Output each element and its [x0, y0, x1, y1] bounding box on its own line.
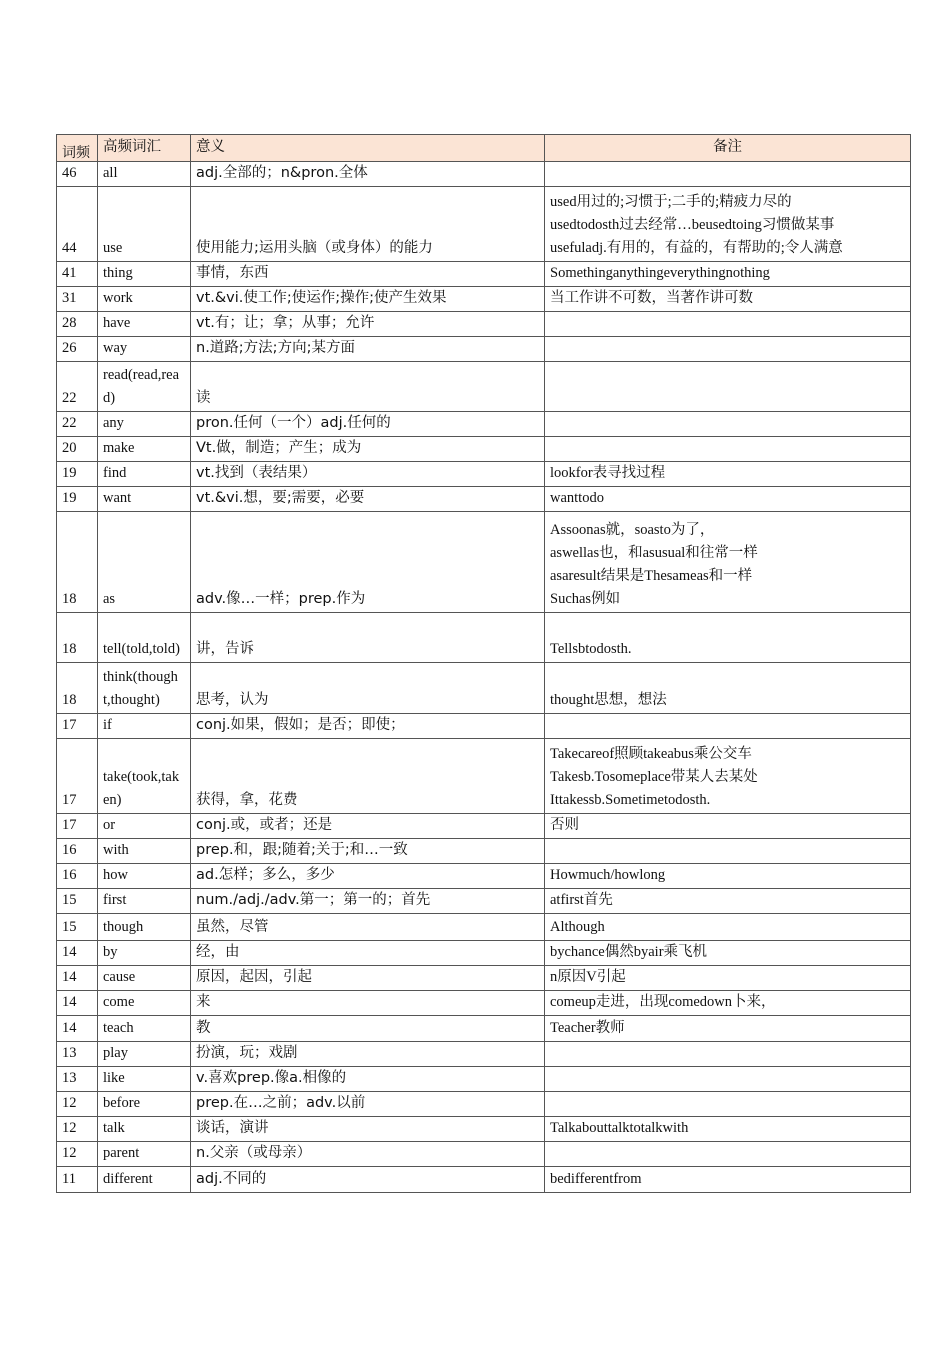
- note-cell: [545, 287, 911, 312]
- frequency-cell: 18: [57, 613, 98, 663]
- meaning-cell: adv.像…一样；prep.作为: [191, 512, 545, 613]
- note-line: Ittakessb.Sometimetodosth.: [550, 792, 711, 808]
- note-cell: [545, 362, 911, 412]
- table-row: [57, 162, 911, 187]
- table-row: [57, 437, 911, 462]
- table-row: [57, 714, 911, 739]
- note-line: asaresult结果是Thesameas和一样: [550, 568, 753, 584]
- note-line: Although: [550, 919, 605, 935]
- meaning-cell: n.父亲（或母亲）: [191, 1142, 545, 1167]
- frequency-cell: 12: [57, 1142, 98, 1167]
- meaning-cell: adj.全部的；n&pron.全体: [191, 162, 545, 187]
- table-row: [57, 914, 911, 941]
- table-row: [57, 663, 911, 714]
- word-cell: or: [98, 814, 191, 839]
- frequency-cell: 18: [57, 512, 98, 613]
- word-cell: take(took,taken): [98, 739, 191, 814]
- meaning-cell: adj.不同的: [191, 1167, 545, 1193]
- note-cell: [545, 889, 911, 914]
- word-cell: if: [98, 714, 191, 739]
- table-row: [57, 187, 911, 262]
- table-row: [57, 889, 911, 914]
- note-line: usefuladj.有用的，有益的，有帮助的;令人满意: [550, 240, 843, 256]
- frequency-cell: 11: [57, 1167, 98, 1193]
- note-cell: [545, 941, 911, 966]
- frequency-cell: 22: [57, 362, 98, 412]
- table-row: [57, 412, 911, 437]
- note-cell: [545, 1016, 911, 1042]
- table-row: [57, 1016, 911, 1042]
- word-cell: first: [98, 889, 191, 914]
- note-cell: [545, 512, 911, 613]
- note-line: 当工作讲不可数，当著作讲可数: [550, 290, 753, 306]
- table-row: [57, 362, 911, 412]
- table-row: [57, 1067, 911, 1092]
- meaning-cell: vt.&vi.想，要;需要，必要: [191, 487, 545, 512]
- note-cell: [545, 991, 911, 1016]
- note-cell: [545, 1117, 911, 1142]
- meaning-cell: 读: [191, 362, 545, 412]
- word-cell: with: [98, 839, 191, 864]
- table-row: [57, 966, 911, 991]
- word-cell: any: [98, 412, 191, 437]
- note-cell: [545, 914, 911, 941]
- frequency-cell: 28: [57, 312, 98, 337]
- meaning-cell: prep.在…之前；adv.以前: [191, 1092, 545, 1117]
- frequency-cell: 12: [57, 1117, 98, 1142]
- note-line: wanttodo: [550, 490, 604, 506]
- table-body: [57, 162, 911, 1193]
- word-cell: find: [98, 462, 191, 487]
- note-cell: [545, 864, 911, 889]
- note-cell: [545, 966, 911, 991]
- table-row: [57, 864, 911, 889]
- table-row: [57, 487, 911, 512]
- frequency-cell: 41: [57, 262, 98, 287]
- note-cell: [545, 839, 911, 864]
- header-frequency: 词频: [57, 135, 98, 162]
- frequency-cell: 18: [57, 663, 98, 714]
- meaning-cell: 事情，东西: [191, 262, 545, 287]
- frequency-cell: 14: [57, 941, 98, 966]
- meaning-cell: 获得，拿，花费: [191, 739, 545, 814]
- note-cell: [545, 739, 911, 814]
- header-note: 备注: [545, 135, 911, 162]
- note-line: Takesb.Tosomeplace带某人去某处: [550, 769, 758, 785]
- frequency-cell: 14: [57, 991, 98, 1016]
- word-cell: tell(told,told): [98, 613, 191, 663]
- note-cell: [545, 437, 911, 462]
- word-cell: different: [98, 1167, 191, 1193]
- frequency-cell: 17: [57, 739, 98, 814]
- meaning-cell: conj.如果，假如；是否；即使；: [191, 714, 545, 739]
- frequency-cell: 22: [57, 412, 98, 437]
- note-line: Takecareof照顾takeabus乘公交车: [550, 746, 752, 762]
- note-line: 否则: [550, 817, 579, 833]
- note-line: atfirst首先: [550, 892, 613, 908]
- meaning-cell: 讲，告诉: [191, 613, 545, 663]
- meaning-cell: 原因，起因，引起: [191, 966, 545, 991]
- table-row: [57, 1042, 911, 1067]
- note-line: used用过的;习惯于;二手的;精疲力尽的: [550, 194, 792, 210]
- note-line: Talkabouttalktotalkwith: [550, 1120, 689, 1136]
- meaning-cell: pron.任何（一个）adj.任何的: [191, 412, 545, 437]
- meaning-cell: Vt.做，制造；产生；成为: [191, 437, 545, 462]
- word-cell: think(thought,thought): [98, 663, 191, 714]
- note-cell: [545, 1067, 911, 1092]
- vocabulary-table: [56, 134, 911, 1193]
- note-cell: [545, 613, 911, 663]
- word-cell: way: [98, 337, 191, 362]
- word-cell: use: [98, 187, 191, 262]
- note-line: bychance偶然byair乘飞机: [550, 944, 708, 960]
- note-cell: [545, 162, 911, 187]
- meaning-cell: vt.有；让；拿；从事；允许: [191, 312, 545, 337]
- word-cell: though: [98, 914, 191, 941]
- note-cell: [545, 1142, 911, 1167]
- word-cell: before: [98, 1092, 191, 1117]
- note-cell: [545, 1167, 911, 1193]
- frequency-cell: 19: [57, 462, 98, 487]
- note-cell: [545, 262, 911, 287]
- note-line: Tellsbtodosth.: [550, 641, 632, 657]
- table-row: [57, 1167, 911, 1193]
- word-cell: talk: [98, 1117, 191, 1142]
- word-cell: make: [98, 437, 191, 462]
- frequency-cell: 17: [57, 814, 98, 839]
- meaning-cell: num./adj./adv.第一；第一的；首先: [191, 889, 545, 914]
- note-line: n原因V引起: [550, 969, 626, 985]
- meaning-cell: 来: [191, 991, 545, 1016]
- meaning-cell: 谈话，演讲: [191, 1117, 545, 1142]
- meaning-cell: conj.或，或者；还是: [191, 814, 545, 839]
- note-line: usedtodosth过去经常…beusedtoing习惯做某事: [550, 217, 835, 233]
- note-cell: [545, 462, 911, 487]
- note-line: bedifferentfrom: [550, 1171, 642, 1187]
- table-row: [57, 1092, 911, 1117]
- note-cell: [545, 312, 911, 337]
- note-cell: [545, 1042, 911, 1067]
- table-row: [57, 839, 911, 864]
- note-cell: [545, 337, 911, 362]
- frequency-cell: 15: [57, 914, 98, 941]
- note-line: aswellas也，和asusual和往常一样: [550, 545, 758, 561]
- note-line: lookfor表寻找过程: [550, 465, 666, 481]
- word-cell: have: [98, 312, 191, 337]
- frequency-cell: 31: [57, 287, 98, 312]
- word-cell: thing: [98, 262, 191, 287]
- word-cell: all: [98, 162, 191, 187]
- word-cell: cause: [98, 966, 191, 991]
- table-row: [57, 941, 911, 966]
- note-cell: [545, 714, 911, 739]
- meaning-cell: 虽然，尽管: [191, 914, 545, 941]
- meaning-cell: 使用能力;运用头脑（或身体）的能力: [191, 187, 545, 262]
- word-cell: parent: [98, 1142, 191, 1167]
- note-line: comeup走进，出现comedown卜来，: [550, 994, 776, 1010]
- word-cell: by: [98, 941, 191, 966]
- header-word: 高频词汇: [98, 135, 191, 162]
- word-cell: come: [98, 991, 191, 1016]
- frequency-cell: 26: [57, 337, 98, 362]
- frequency-cell: 19: [57, 487, 98, 512]
- word-cell: want: [98, 487, 191, 512]
- frequency-cell: 17: [57, 714, 98, 739]
- meaning-cell: 扮演，玩；戏剧: [191, 1042, 545, 1067]
- frequency-cell: 16: [57, 839, 98, 864]
- word-cell: teach: [98, 1016, 191, 1042]
- table-row: [57, 1142, 911, 1167]
- table-row: [57, 991, 911, 1016]
- frequency-cell: 46: [57, 162, 98, 187]
- frequency-cell: 20: [57, 437, 98, 462]
- table-row: [57, 462, 911, 487]
- frequency-cell: 13: [57, 1067, 98, 1092]
- note-cell: [545, 487, 911, 512]
- meaning-cell: n.道路;方法;方向;某方面: [191, 337, 545, 362]
- frequency-cell: 12: [57, 1092, 98, 1117]
- table-header-row: [57, 135, 911, 162]
- note-cell: [545, 412, 911, 437]
- note-line: Somethinganythingeverythingnothing: [550, 265, 770, 281]
- frequency-cell: 14: [57, 1016, 98, 1042]
- frequency-cell: 15: [57, 889, 98, 914]
- meaning-cell: 经，由: [191, 941, 545, 966]
- meaning-cell: 教: [191, 1016, 545, 1042]
- table-row: [57, 512, 911, 613]
- note-cell: [545, 187, 911, 262]
- table-row: [57, 739, 911, 814]
- note-line: Howmuch/howlong: [550, 867, 666, 883]
- word-cell: like: [98, 1067, 191, 1092]
- note-line: Teacher教师: [550, 1020, 625, 1036]
- meaning-cell: 思考，认为: [191, 663, 545, 714]
- word-cell: as: [98, 512, 191, 613]
- meaning-cell: v.喜欢prep.像a.相像的: [191, 1067, 545, 1092]
- word-cell: play: [98, 1042, 191, 1067]
- note-line: Assoonas就，soasto为了，: [550, 522, 715, 538]
- frequency-cell: 14: [57, 966, 98, 991]
- note-cell: [545, 1092, 911, 1117]
- meaning-cell: vt.&vi.使工作;使运作;操作;使产生效果: [191, 287, 545, 312]
- meaning-cell: vt.找到（表结果）: [191, 462, 545, 487]
- note-cell: [545, 814, 911, 839]
- table-row: [57, 287, 911, 312]
- frequency-cell: 44: [57, 187, 98, 262]
- note-line: Suchas例如: [550, 591, 621, 607]
- meaning-cell: ad.怎样；多么，多少: [191, 864, 545, 889]
- word-cell: work: [98, 287, 191, 312]
- table-row: [57, 312, 911, 337]
- note-cell: [545, 663, 911, 714]
- header-meaning: 意义: [191, 135, 545, 162]
- note-line: thought思想，想法: [550, 692, 667, 708]
- table-row: [57, 337, 911, 362]
- table-row: [57, 1117, 911, 1142]
- table-row: [57, 262, 911, 287]
- meaning-cell: prep.和，跟;随着;关于;和…一致: [191, 839, 545, 864]
- table-row: [57, 613, 911, 663]
- frequency-cell: 16: [57, 864, 98, 889]
- frequency-cell: 13: [57, 1042, 98, 1067]
- table-row: [57, 814, 911, 839]
- word-cell: how: [98, 864, 191, 889]
- word-cell: read(read,read): [98, 362, 191, 412]
